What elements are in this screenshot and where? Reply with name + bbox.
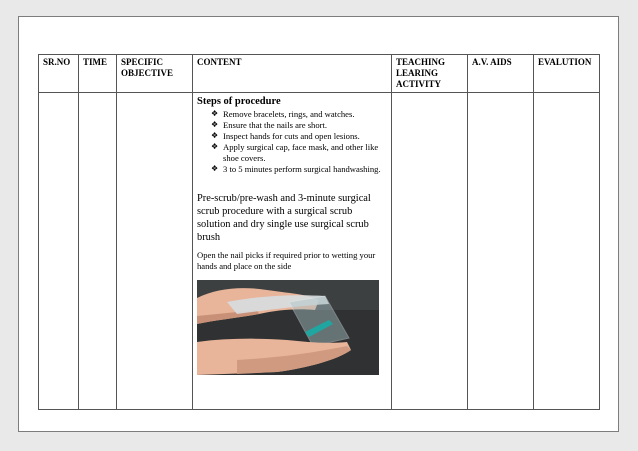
document-page xyxy=(18,16,619,432)
header-content: CONTENT xyxy=(193,55,392,93)
cell-content xyxy=(193,93,392,410)
list-item xyxy=(211,142,387,163)
diamond-bullet-icon: ❖ xyxy=(211,163,219,173)
step-text: Inspect hands for cuts and open lesions. xyxy=(223,131,360,141)
diamond-bullet-icon: ❖ xyxy=(211,120,219,129)
step-text: Ensure that the nails are short. xyxy=(223,120,328,130)
step-text: Remove bracelets, rings, and watches. xyxy=(223,109,355,119)
steps-list xyxy=(197,109,387,174)
diamond-bullet-icon: ❖ xyxy=(211,142,219,151)
diamond-bullet-icon: ❖ xyxy=(211,131,219,140)
steps-title: Steps of procedure xyxy=(197,96,281,107)
cell-teaching-activity xyxy=(392,93,468,410)
header-teaching-activity: TEACHING LEARING ACTIVITY xyxy=(392,55,468,93)
header-sr-no: SR.NO xyxy=(39,55,79,93)
table-row xyxy=(39,93,600,410)
lesson-plan-table xyxy=(38,54,600,410)
list-item xyxy=(211,131,387,142)
header-evaluation: EVALUTION xyxy=(534,55,600,93)
list-item xyxy=(211,164,387,175)
step-text: 3 to 5 minutes perform surgical handwashing. xyxy=(223,163,381,174)
prescrub-paragraph: Pre-scrub/pre-wash and 3-minute surgical scrub procedure with a surgical scrub solution and dry single use surgical scrub brush xyxy=(197,193,371,243)
cell-sr-no xyxy=(39,93,79,410)
list-item xyxy=(211,109,387,120)
cell-specific-objective xyxy=(117,93,193,410)
hands-opening-nail-pick-photo xyxy=(197,280,379,375)
cell-evaluation xyxy=(534,93,600,410)
list-item xyxy=(211,120,387,131)
table-header-row xyxy=(39,55,600,93)
diamond-bullet-icon: ❖ xyxy=(211,109,219,118)
header-time: TIME xyxy=(79,55,117,93)
header-av-aids: A.V. AIDS xyxy=(468,55,534,93)
step-text: Apply surgical cap, face mask, and other like shoe covers. xyxy=(223,142,379,163)
cell-time xyxy=(79,93,117,410)
nail-pick-paragraph: Open the nail picks if required prior to wetting your hands and place on the side xyxy=(197,250,376,271)
cell-av-aids xyxy=(468,93,534,410)
header-specific-objective: SPECIFIC OBJECTIVE xyxy=(117,55,193,93)
